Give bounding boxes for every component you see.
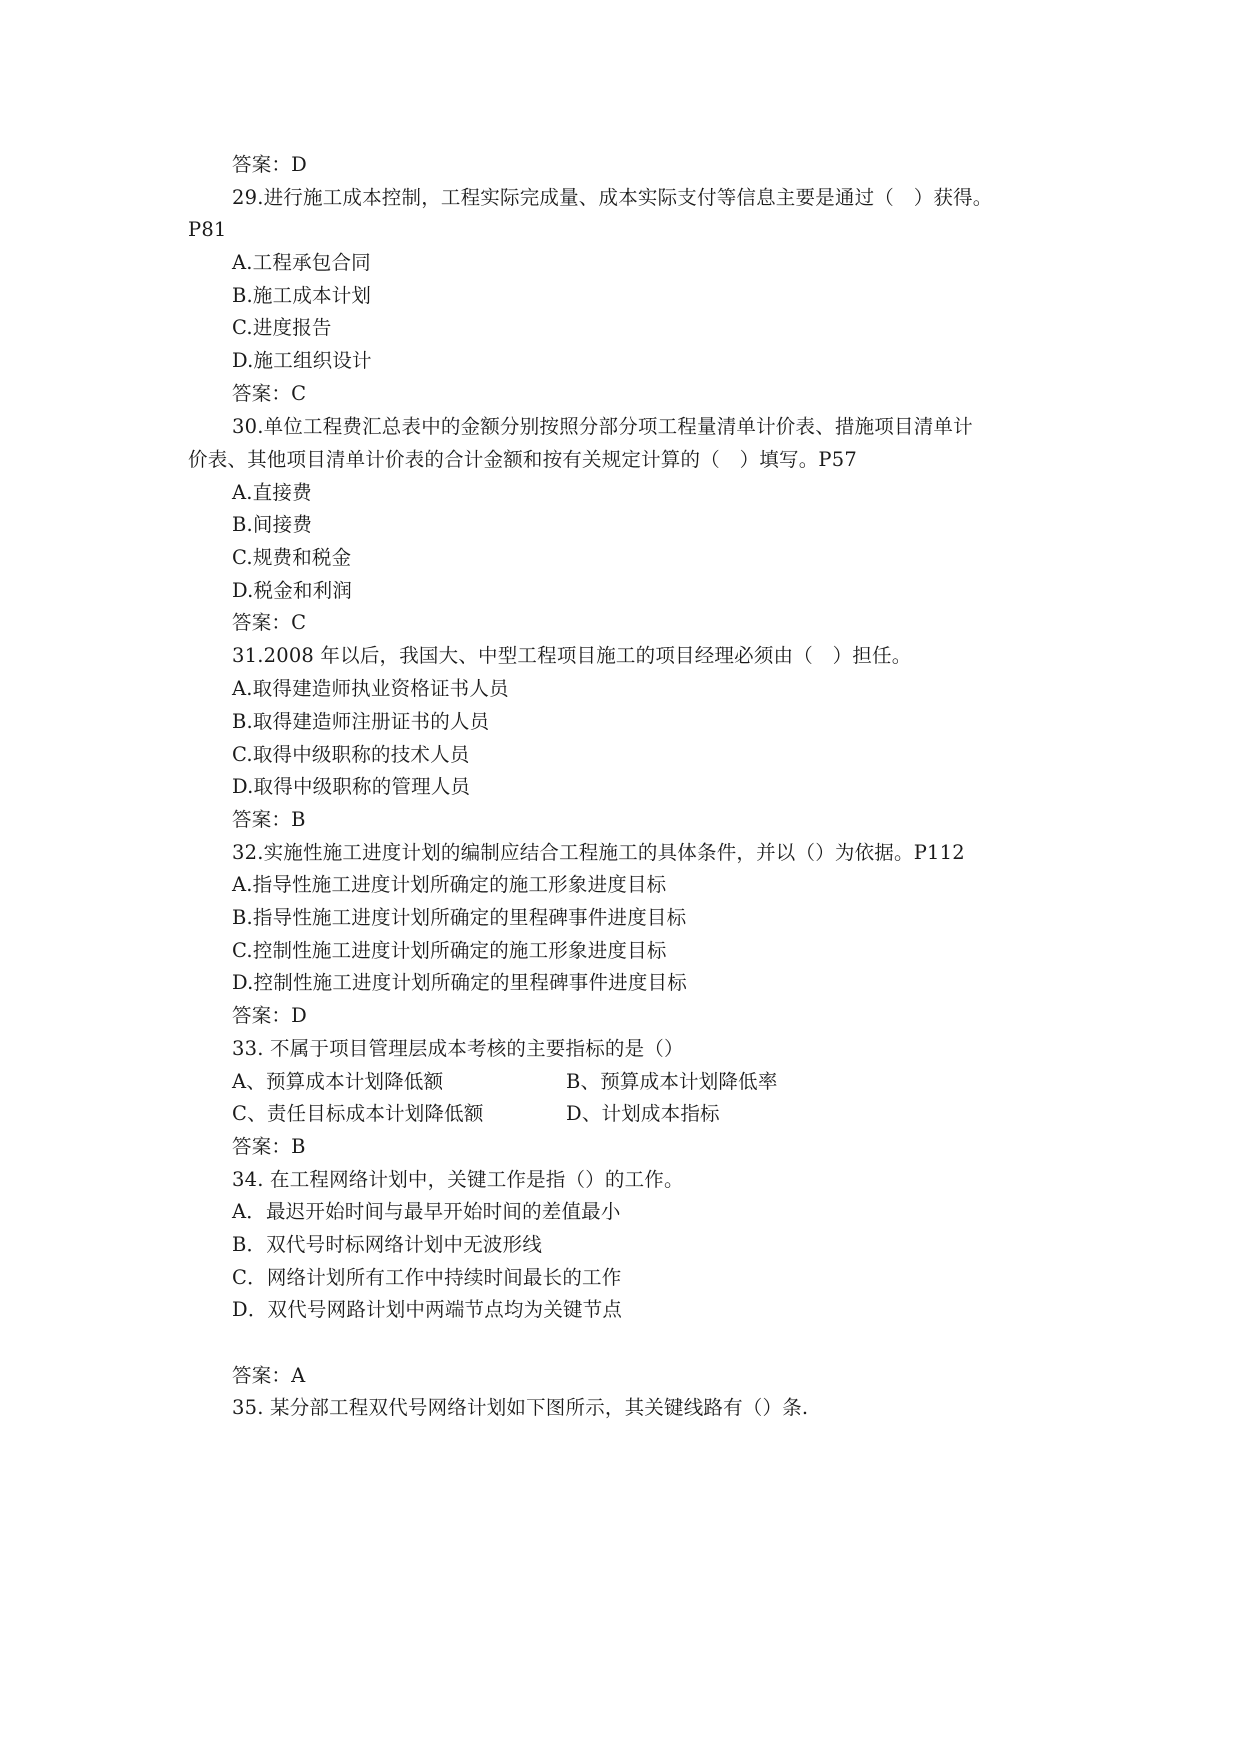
option-34-c: C．网络计划所有工作中持续时间最长的工作 (232, 1266, 622, 1289)
option-33-a: A、预算成本计划降低额 (232, 1070, 444, 1093)
question-30-continued: 价表、其他项目清单计价表的合计金额和按有关规定计算的（ ）填写。P57 (188, 448, 857, 471)
option-32-a: A.指导性施工进度计划所确定的施工形象进度目标 (232, 873, 667, 896)
option-31-b: B.取得建造师注册证书的人员 (232, 710, 490, 733)
option-31-c: C.取得中级职称的技术人员 (232, 743, 470, 766)
option-32-c: C.控制性施工进度计划所确定的施工形象进度目标 (232, 939, 667, 962)
question-35: 35. 某分部工程双代号网络计划如下图所示，其关键线路有（）条. (232, 1396, 809, 1419)
answer-28: 答案：D (232, 153, 307, 176)
question-31: 31.2008 年以后，我国大、中型工程项目施工的项目经理必须由（ ）担任。 (232, 644, 912, 667)
question-34: 34. 在工程网络计划中，关键工作是指（）的工作。 (232, 1168, 684, 1191)
question-29-continued: P81 (188, 218, 227, 241)
option-31-d: D.取得中级职称的管理人员 (232, 775, 471, 798)
option-29-d: D.施工组织设计 (232, 349, 372, 372)
option-29-a: A.工程承包合同 (232, 251, 371, 274)
answer-32: 答案：D (232, 1004, 307, 1027)
option-31-a: A.取得建造师执业资格证书人员 (232, 677, 509, 700)
answer-30: 答案：C (232, 611, 307, 634)
option-34-b: B．双代号时标网络计划中无波形线 (232, 1233, 543, 1256)
question-30: 30.单位工程费汇总表中的金额分别按照分部分项工程量清单计价表、措施项目清单计 (232, 415, 973, 438)
answer-31: 答案：B (232, 808, 306, 831)
option-34-d: D．双代号网路计划中两端节点均为关键节点 (232, 1298, 623, 1321)
option-29-c: C.进度报告 (232, 316, 332, 339)
answer-33: 答案：B (232, 1135, 306, 1158)
option-30-d: D.税金和利润 (232, 579, 353, 602)
option-30-b: B.间接费 (232, 513, 313, 536)
option-30-a: A.直接费 (232, 481, 312, 504)
option-29-b: B.施工成本计划 (232, 284, 372, 307)
option-32-b: B.指导性施工进度计划所确定的里程碑事件进度目标 (232, 906, 687, 929)
option-33-b: B、预算成本计划降低率 (566, 1070, 778, 1093)
option-32-d: D.控制性施工进度计划所确定的里程碑事件进度目标 (232, 971, 687, 994)
question-32: 32.实施性施工进度计划的编制应结合工程施工的具体条件，并以（）为依据。P112 (232, 841, 965, 864)
question-29: 29.进行施工成本控制，工程实际完成量、成本实际支付等信息主要是通过（ ）获得。 (232, 186, 993, 209)
option-30-c: C.规费和税金 (232, 546, 352, 569)
answer-34: 答案：A (232, 1364, 306, 1387)
question-33: 33. 不属于项目管理层成本考核的主要指标的是（） (232, 1037, 684, 1060)
option-33-d: D、计划成本指标 (566, 1102, 720, 1125)
answer-29: 答案：C (232, 382, 307, 405)
option-34-a: A．最迟开始时间与最早开始时间的差值最小 (232, 1200, 621, 1223)
option-33-c: C、责任目标成本计划降低额 (232, 1102, 484, 1125)
